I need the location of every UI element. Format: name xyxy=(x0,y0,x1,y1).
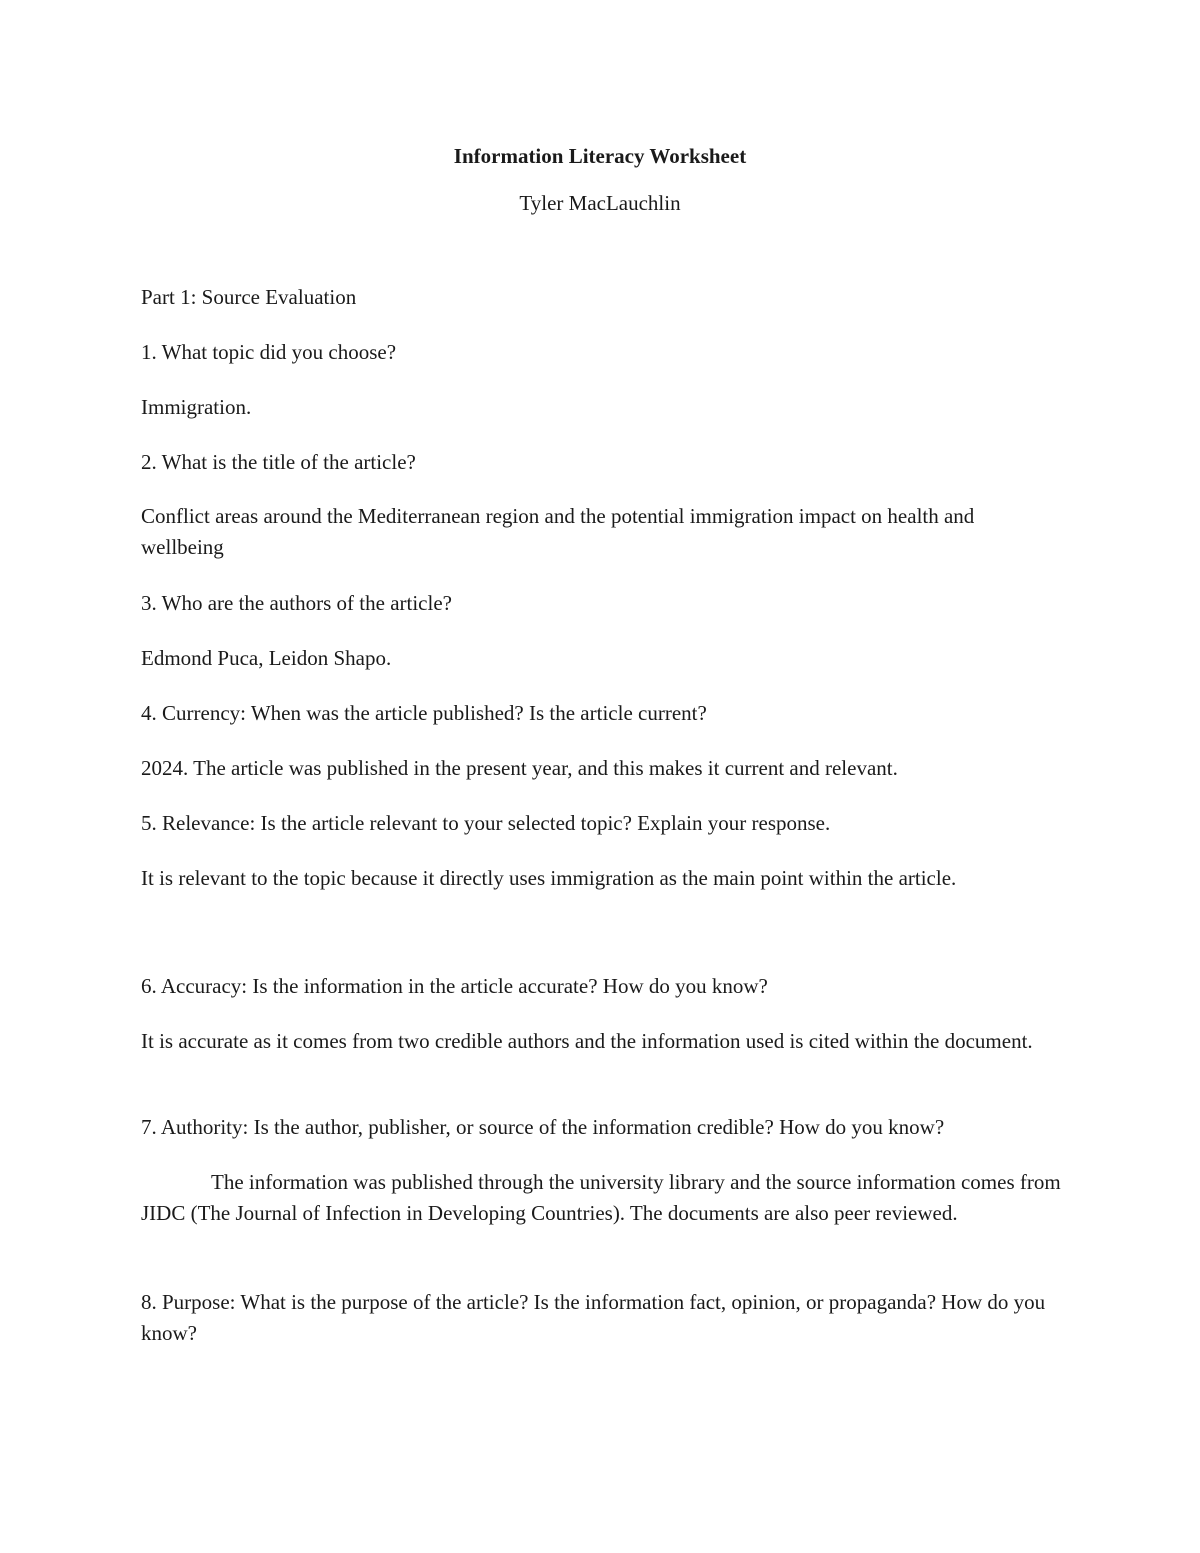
question-3: 3. Who are the authors of the article? xyxy=(141,591,452,615)
question-5: 5. Relevance: Is the article relevant to your selected topic? Explain your response. xyxy=(141,811,831,835)
question-6: 6. Accuracy: Is the information in the article accurate? How do you know? xyxy=(141,974,768,998)
question-2: 2. What is the title of the article? xyxy=(141,450,416,474)
question-7: 7. Authority: Is the author, publisher, or source of the information credible? How do you know? xyxy=(141,1115,945,1139)
question-4: 4. Currency: When was the article published? Is the article current? xyxy=(141,701,707,725)
answer-3: Edmond Puca, Leidon Shapo. xyxy=(141,646,392,670)
question-1: 1. What topic did you choose? xyxy=(141,340,397,364)
answer-5: It is relevant to the topic because it directly uses immigration as the main point within the article. xyxy=(141,866,957,890)
question-8: 8. Purpose: What is the purpose of the article? Is the information fact, opinion, or propaganda? How do you know? xyxy=(141,1290,1046,1345)
document-author: Tyler MacLauchlin xyxy=(519,191,681,215)
answer-2: Conflict areas around the Mediterranean region and the potential immigration impact on health and wellbeing xyxy=(141,504,975,559)
document-title: Information Literacy Worksheet xyxy=(453,144,747,168)
answer-4: 2024. The article was published in the present year, and this makes it current and relevant. xyxy=(141,756,898,780)
answer-6: It is accurate as it comes from two credible authors and the information used is cited within the document. xyxy=(141,1029,1033,1053)
answer-7: The information was published through the university library and the source information comes from JIDC (The Journal of Infection in Developing Countries). The documents are also peer reviewed. xyxy=(141,1170,1061,1225)
section-heading: Part 1: Source Evaluation xyxy=(141,285,357,309)
answer-1: Immigration. xyxy=(141,395,252,419)
